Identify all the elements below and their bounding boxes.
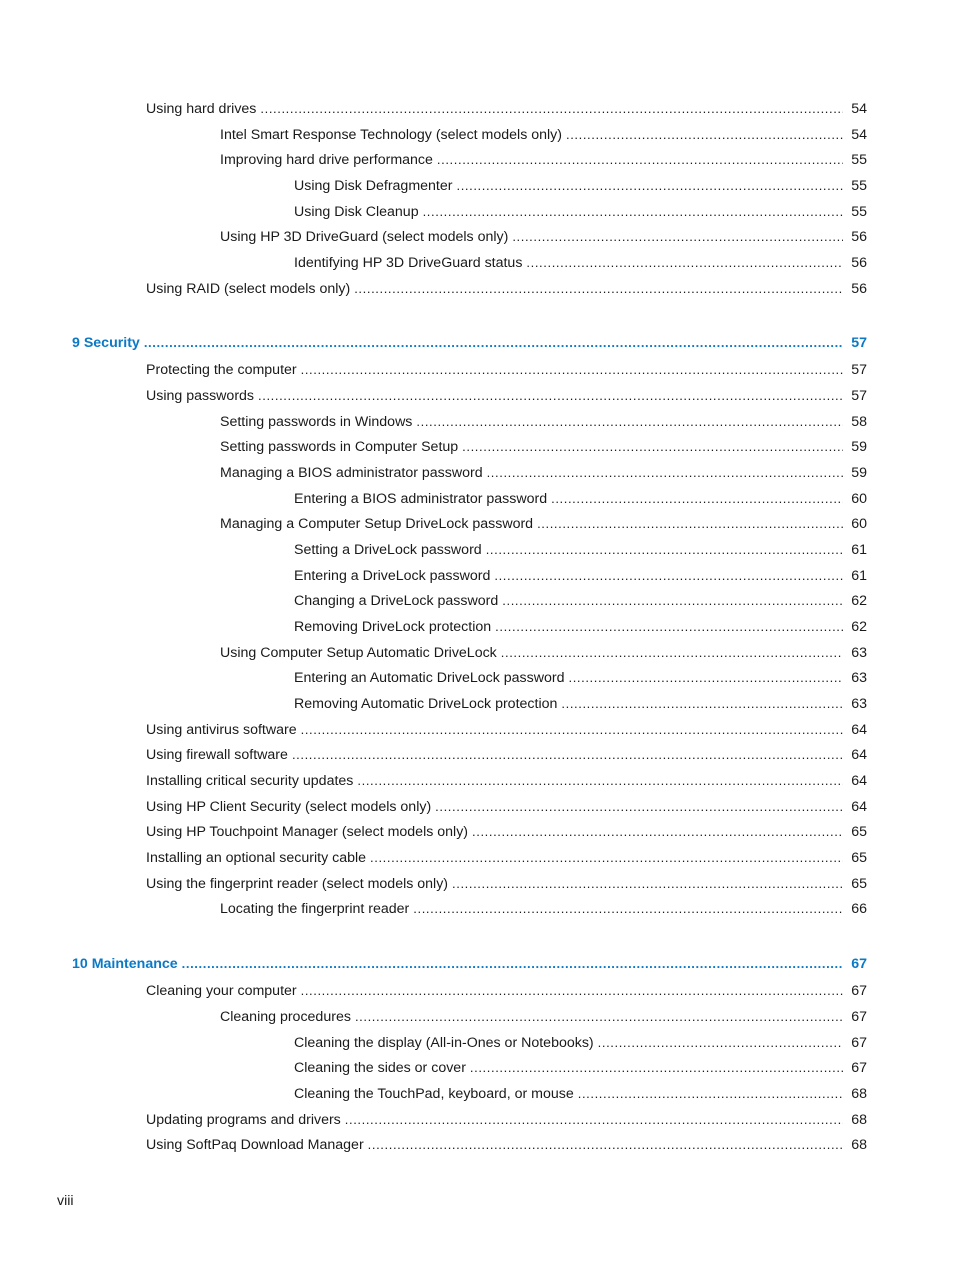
toc-chapter-page: 67: [851, 956, 867, 972]
toc-leader-dots: [578, 1085, 843, 1103]
toc-entry-title: Using firewall software: [146, 747, 288, 763]
toc-entry[interactable]: [294, 173, 867, 195]
toc-leader-dots: [345, 1111, 843, 1129]
toc-entry[interactable]: [220, 147, 867, 169]
toc-entry[interactable]: [220, 640, 867, 662]
toc-leader-dots: [472, 823, 843, 841]
toc-entry-title: Cleaning the TouchPad, keyboard, or mouse: [294, 1086, 574, 1102]
toc-entry-title: Improving hard drive performance: [220, 152, 433, 168]
toc-entry-page: 61: [851, 542, 867, 558]
toc-entry[interactable]: [146, 819, 867, 841]
toc-entry-title: Installing critical security updates: [146, 773, 354, 789]
toc-entry[interactable]: [220, 1004, 867, 1026]
page-number: viii: [57, 1193, 74, 1209]
toc-entry-page: 56: [851, 281, 867, 297]
toc-entry-title: Using passwords: [146, 388, 255, 404]
toc-chapter-page: 57: [851, 335, 867, 351]
toc-entry-page: 61: [851, 568, 867, 584]
toc-entry-title: Cleaning your computer: [146, 983, 297, 999]
toc-entry[interactable]: [146, 276, 867, 298]
toc-entry-title: Setting a DriveLock password: [294, 542, 482, 558]
toc-entry-title: Updating programs and drivers: [146, 1112, 341, 1128]
toc-entry-page: 67: [851, 1009, 867, 1025]
toc-entry[interactable]: [146, 768, 867, 790]
toc-entry[interactable]: [294, 614, 867, 636]
toc-entry-page: 62: [851, 619, 867, 635]
toc-entry[interactable]: [146, 978, 867, 1000]
toc-leader-dots: [423, 203, 843, 221]
toc-entry[interactable]: [294, 537, 867, 559]
toc-entry[interactable]: [146, 794, 867, 816]
toc-leader-dots: [502, 592, 843, 610]
toc-entry[interactable]: [220, 511, 867, 533]
toc-leader-dots: [355, 1008, 843, 1026]
toc-entry[interactable]: [294, 588, 867, 610]
toc-leader-dots: [258, 387, 843, 405]
toc-entry[interactable]: [146, 717, 867, 739]
toc-chapter-heading[interactable]: [72, 330, 867, 352]
toc-leader-dots: [182, 955, 843, 973]
toc-leader-dots: [354, 280, 843, 298]
toc-leader-dots: [301, 982, 843, 1000]
toc-entry-page: 63: [851, 645, 867, 661]
toc-entry[interactable]: [294, 250, 867, 272]
toc-entry-title: Removing DriveLock protection: [294, 619, 492, 635]
toc-leader-dots: [537, 515, 843, 533]
toc-leader-dots: [462, 438, 843, 456]
toc-entry-title: Setting passwords in Computer Setup: [220, 439, 459, 455]
toc-entry-page: 63: [851, 696, 867, 712]
toc-entry[interactable]: [220, 896, 867, 918]
toc-entry-title: Setting passwords in Windows: [220, 414, 413, 430]
toc-entry-page: 60: [851, 516, 867, 532]
toc-entry-title: Managing a BIOS administrator password: [220, 465, 483, 481]
toc-entry[interactable]: [220, 434, 867, 456]
toc-leader-dots: [598, 1034, 843, 1052]
toc-entry-page: 56: [851, 255, 867, 271]
toc-entry[interactable]: [146, 357, 867, 379]
toc-leader-dots: [494, 567, 843, 585]
toc-entry[interactable]: [146, 1132, 867, 1154]
toc-entry-title: Using Disk Defragmenter: [294, 178, 453, 194]
toc-entry-title: Entering an Automatic DriveLock password: [294, 670, 565, 686]
toc-entry-page: 68: [851, 1137, 867, 1153]
toc-leader-dots: [437, 151, 843, 169]
toc-leader-dots: [301, 361, 843, 379]
toc-entry-title: Identifying HP 3D DriveGuard status: [294, 255, 523, 271]
toc-entry-title: Removing Automatic DriveLock protection: [294, 696, 558, 712]
toc-entry[interactable]: [294, 563, 867, 585]
toc-entry-page: 60: [851, 491, 867, 507]
toc-entry[interactable]: [146, 1107, 867, 1129]
toc-entry-page: 68: [851, 1086, 867, 1102]
toc-leader-dots: [495, 618, 843, 636]
toc-leader-dots: [260, 100, 843, 118]
toc-entry-page: 59: [851, 439, 867, 455]
toc-entry-page: 65: [851, 824, 867, 840]
toc-entry[interactable]: [220, 122, 867, 144]
toc-leader-dots: [486, 541, 843, 559]
toc-leader-dots: [561, 695, 843, 713]
toc-entry-title: Using hard drives: [146, 101, 257, 117]
toc-entry-page: 58: [851, 414, 867, 430]
toc-leader-dots: [370, 849, 843, 867]
toc-entry-title: Using HP Client Security (select models only): [146, 799, 432, 815]
toc-entry-title: Locating the fingerprint reader: [220, 901, 410, 917]
toc-entry[interactable]: [294, 199, 867, 221]
toc-leader-dots: [456, 177, 843, 195]
toc-leader-dots: [526, 254, 843, 272]
toc-entry-page: 56: [851, 229, 867, 245]
toc-entry-page: 65: [851, 876, 867, 892]
toc-entry-page: 67: [851, 1035, 867, 1051]
toc-entry-page: 67: [851, 983, 867, 999]
toc-leader-dots: [452, 875, 843, 893]
toc-leader-dots: [144, 334, 843, 352]
toc-entry[interactable]: [294, 665, 867, 687]
toc-entry-title: Entering a BIOS administrator password: [294, 491, 548, 507]
toc-entry-page: 68: [851, 1112, 867, 1128]
toc-leader-dots: [551, 490, 843, 508]
toc-entry-title: Cleaning the display (All-in-Ones or Notebooks): [294, 1035, 594, 1051]
toc-leader-dots: [487, 464, 843, 482]
toc-entry-title: Cleaning the sides or cover: [294, 1060, 466, 1076]
toc-entry-page: 63: [851, 670, 867, 686]
toc-entry-page: 57: [851, 362, 867, 378]
toc-entry-page: 64: [851, 799, 867, 815]
toc-chapter-title: 10 Maintenance: [72, 956, 178, 972]
toc-entry-title: Using RAID (select models only): [146, 281, 351, 297]
toc-leader-dots: [413, 900, 843, 918]
toc-entry[interactable]: [146, 96, 867, 118]
toc-entry[interactable]: [146, 383, 867, 405]
toc-leader-dots: [501, 644, 843, 662]
toc-entry-page: 66: [851, 901, 867, 917]
toc-entry[interactable]: [220, 409, 867, 431]
toc-entry[interactable]: [294, 1081, 867, 1103]
toc-entry[interactable]: [146, 742, 867, 764]
toc-entry-title: Intel Smart Response Technology (select models only): [220, 127, 562, 143]
toc-entry-title: Using HP 3D DriveGuard (select models only): [220, 229, 509, 245]
toc-entry-page: 64: [851, 773, 867, 789]
toc-entry-page: 62: [851, 593, 867, 609]
toc-entry-title: Using antivirus software: [146, 722, 297, 738]
toc-entry-title: Cleaning procedures: [220, 1009, 351, 1025]
toc-entry-page: 64: [851, 747, 867, 763]
toc-entry-title: Using Disk Cleanup: [294, 204, 419, 220]
toc-entry-page: 54: [851, 101, 867, 117]
toc-leader-dots: [301, 721, 843, 739]
toc-entry-title: Using SoftPaq Download Manager: [146, 1137, 364, 1153]
toc-entry[interactable]: [294, 486, 867, 508]
toc-leader-dots: [416, 413, 843, 431]
toc-entry[interactable]: [294, 1030, 867, 1052]
toc-entry-page: 55: [851, 204, 867, 220]
toc-leader-dots: [470, 1059, 843, 1077]
toc-leader-dots: [566, 126, 843, 144]
toc-entry[interactable]: [294, 691, 867, 713]
toc-entry-page: 55: [851, 152, 867, 168]
toc-leader-dots: [368, 1136, 843, 1154]
toc-entry-title: Installing an optional security cable: [146, 850, 367, 866]
toc-entry-title: Entering a DriveLock password: [294, 568, 491, 584]
toc-entry-title: Using Computer Setup Automatic DriveLock: [220, 645, 497, 661]
toc-entry[interactable]: [146, 871, 867, 893]
toc-entry-title: Changing a DriveLock password: [294, 593, 499, 609]
toc-entry-title: Using the fingerprint reader (select models only): [146, 876, 449, 892]
toc-entry-page: 67: [851, 1060, 867, 1076]
toc-leader-dots: [568, 669, 843, 687]
toc-entry-title: Using HP Touchpoint Manager (select models only): [146, 824, 469, 840]
toc-entry-page: 59: [851, 465, 867, 481]
toc-chapter-heading[interactable]: [72, 951, 867, 973]
toc-entry[interactable]: [220, 460, 867, 482]
toc-entry-page: 54: [851, 127, 867, 143]
toc-entry[interactable]: [294, 1055, 867, 1077]
toc-leader-dots: [357, 772, 843, 790]
toc-entry-page: 57: [851, 388, 867, 404]
toc-leader-dots: [435, 798, 843, 816]
toc-leader-dots: [512, 228, 843, 246]
toc-entry-page: 55: [851, 178, 867, 194]
toc-entry[interactable]: [146, 845, 867, 867]
toc-entry-page: 64: [851, 722, 867, 738]
toc-entry-title: Protecting the computer: [146, 362, 297, 378]
toc-entry-page: 65: [851, 850, 867, 866]
toc-entry[interactable]: [220, 224, 867, 246]
toc-entry-title: Managing a Computer Setup DriveLock password: [220, 516, 534, 532]
toc-leader-dots: [292, 746, 843, 764]
toc-chapter-title: 9 Security: [72, 335, 140, 351]
